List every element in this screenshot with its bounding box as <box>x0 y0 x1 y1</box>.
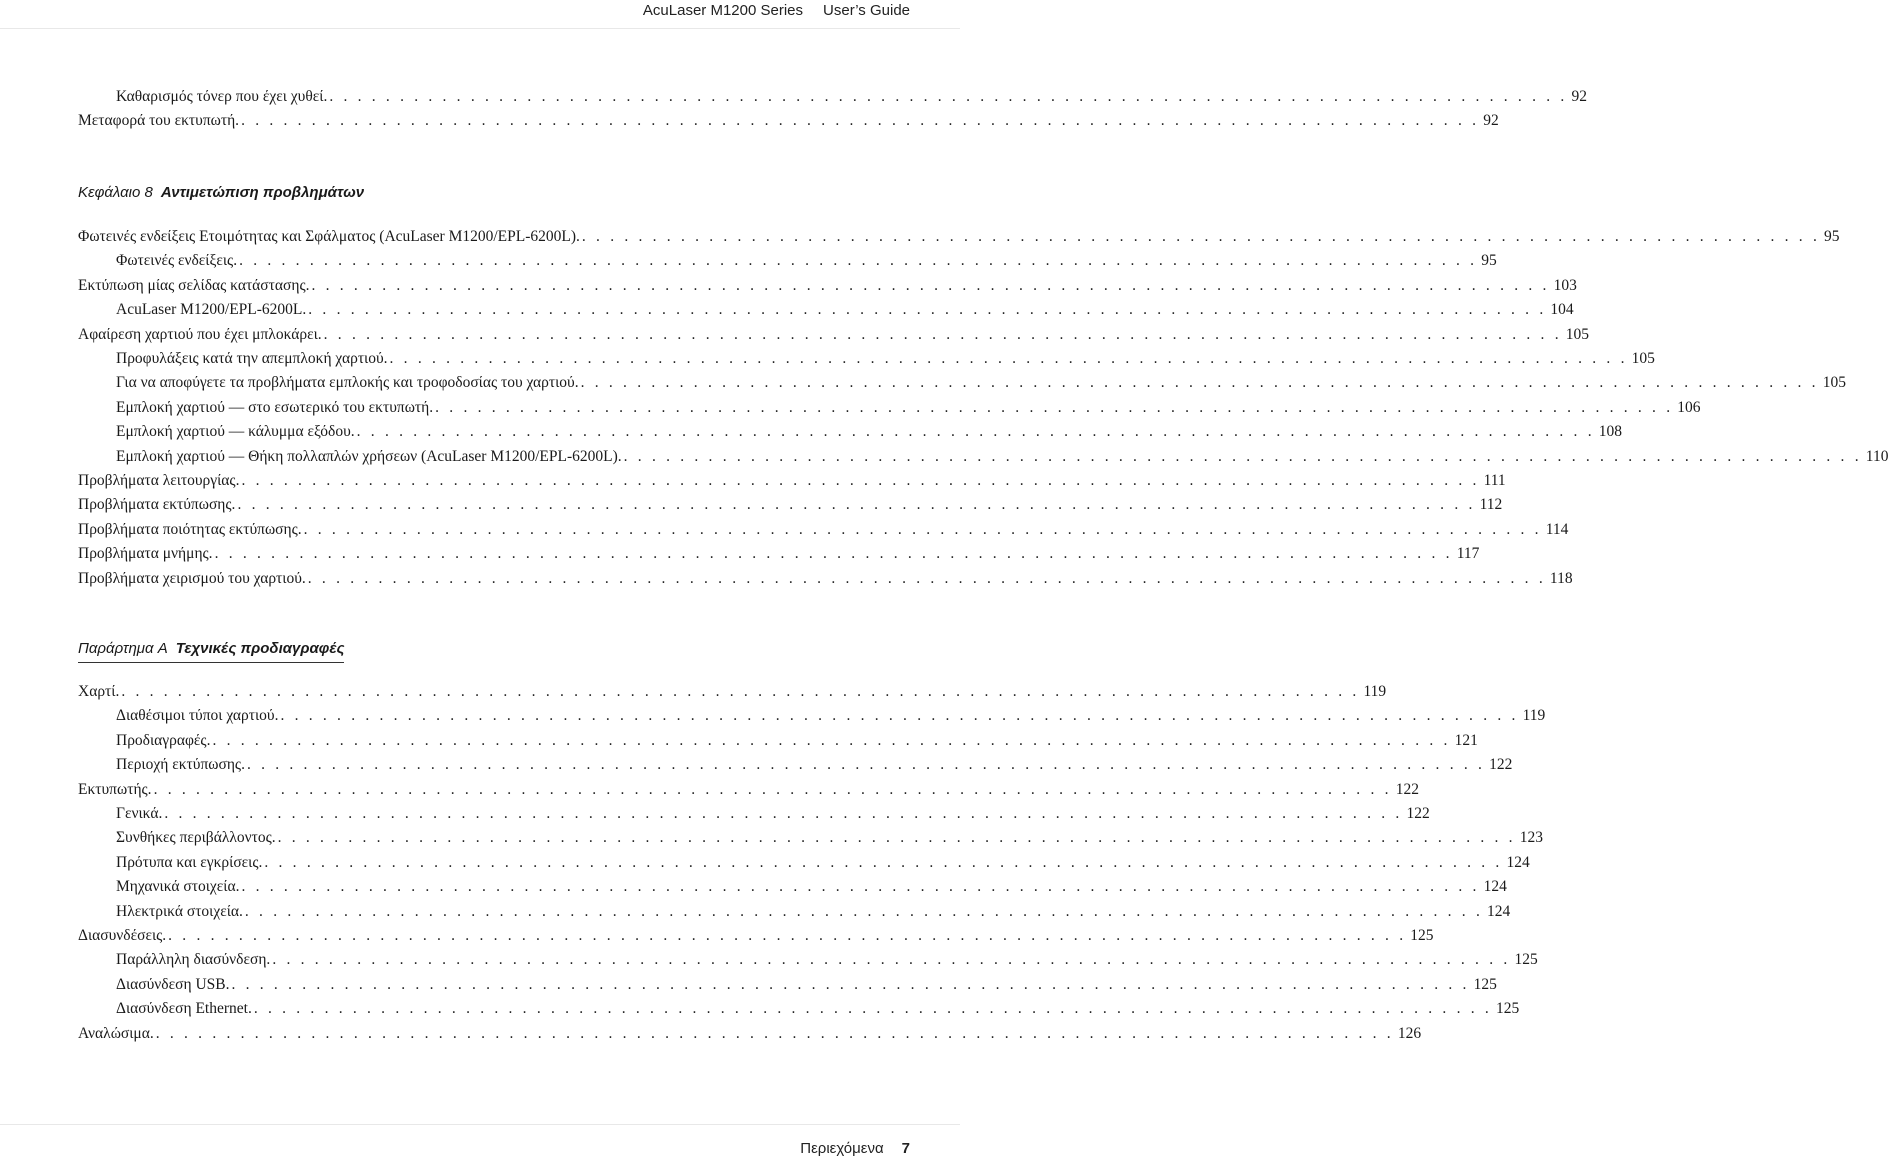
toc-entry-page: 124 <box>1483 878 1507 896</box>
toc-entry-page: 95 <box>1481 252 1497 270</box>
chapter-label: Κεφάλαιο 8 <box>78 184 153 201</box>
toc-entry[interactable] <box>0 469 1506 493</box>
toc-entry[interactable] <box>0 371 1846 395</box>
toc-entry-page: 104 <box>1550 301 1574 319</box>
toc-entry[interactable] <box>0 948 1538 972</box>
toc-entry-title: Συνθήκες περιβάλλοντος. <box>116 829 276 847</box>
toc-entry-row <box>116 900 1511 924</box>
dot-leader: . . . . . . . . . . . . . . . . . . . . . . . . . . . . . . . . . . . . . . . . . . . . . . . . . . . . . . . . . . . . . . . . . . . . . . . . . . . . . . . . . . . . . . . . <box>303 520 1542 538</box>
appendix-name: Τεχνικές προδιαγραφές <box>175 640 345 657</box>
dot-leader: . . . . . . . . . . . . . . . . . . . . . . . . . . . . . . . . . . . . . . . . . . . . . . . . . . . . . . . . . . . . . . . . . . . . . . . . . . . . . . . . . . . . . . . . <box>231 975 1470 993</box>
toc-entry-title: Διασύνδεση Ethernet. <box>116 1000 252 1018</box>
toc-entry-row <box>78 274 1577 298</box>
toc-entry-title: Προβλήματα λειτουργίας. <box>78 472 240 489</box>
toc-entry[interactable] <box>0 1022 1422 1046</box>
toc-entry-title: Αφαίρεση χαρτιού που έχει μπλοκάρει. <box>78 325 322 343</box>
toc-entry-title: Περιοχή εκτύπωσης. <box>116 756 245 774</box>
toc-entry[interactable] <box>0 826 1543 850</box>
toc-entry-title: AcuLaser M1200/EPL-6200L. <box>116 301 307 319</box>
toc-entry-title: Εμπλοκή χαρτιού — στο εσωτερικό του εκτυπωτή. <box>116 398 434 416</box>
toc-entry[interactable] <box>0 85 1587 109</box>
toc-entry-row <box>78 542 1480 566</box>
page-header <box>643 0 910 22</box>
dot-leader: . . . . . . . . . . . . . . . . . . . . . . . . . . . . . . . . . . . . . . . . . . . . . . . . . . . . . . . . . . . . . . . . . . . . . . . . . . . . . . . . . . . . . . . . <box>244 902 1484 920</box>
dot-leader: . . . . . . . . . . . . . . . . . . . . . . . . . . . . . . . . . . . . . . . . . . . . . . . . . . . . . . . . . . . . . . . . . . . . . . . . . . . . . . . . . . . . . . . . <box>212 731 1451 749</box>
document-title: User’s Guide <box>823 2 910 19</box>
toc-entry-title: Ηλεκτρικά στοιχεία. <box>116 902 243 920</box>
appendix-heading <box>78 638 344 663</box>
toc-entry-title: Διασυνδέσεις. <box>78 927 167 944</box>
toc-entry-row <box>116 249 1497 273</box>
dot-leader: . . . . . . . . . . . . . . . . . . . . . . . . . . . . . . . . . . . . . . . . . . . . . . . . . . . . . . . . . . . . . . . . . . . . . . . . . . . . . . . . . . . . . . . . <box>241 878 1480 896</box>
header-divider <box>0 28 960 29</box>
dot-leader: . . . . . . . . . . . . . . . . . . . . . . . . . . . . . . . . . . . . . . . . . . . . . . . . . . . . . . . . . . . . . . . . . . . . . . . . . . . . . . . . . . . . . . . . <box>623 447 1862 465</box>
toc-entry-row <box>116 445 1888 469</box>
toc-entry-row <box>116 85 1587 109</box>
toc-entry[interactable] <box>0 396 1701 420</box>
toc-entry[interactable] <box>0 493 1503 517</box>
toc-entry-page: 125 <box>1410 927 1434 944</box>
toc-entry[interactable] <box>0 997 1520 1021</box>
toc-entry-row <box>78 225 1840 249</box>
toc-entry-row <box>116 371 1846 395</box>
toc-entry-row <box>116 298 1574 322</box>
dot-leader: . . . . . . . . . . . . . . . . . . . . . . . . . . . . . . . . . . . . . . . . . . . . . . . . . . . . . . . . . . . . . . . . . . . . . . . . . . . . . . . . . . . . . . . . <box>311 276 1550 294</box>
toc-entry-page: 123 <box>1519 829 1543 847</box>
toc-entry-row <box>116 997 1520 1021</box>
toc-entry-title: Προβλήματα ποιότητας εκτύπωσης. <box>78 520 302 538</box>
toc-entry-row <box>78 778 1419 802</box>
toc-entry[interactable] <box>0 973 1497 997</box>
toc-entry[interactable] <box>0 851 1530 875</box>
toc-entry[interactable] <box>0 778 1419 802</box>
toc-entry-title: Εμπλοκή χαρτιού — κάλυμμα εξόδου. <box>116 423 355 441</box>
toc-entry-row <box>78 924 1434 948</box>
toc-entry[interactable] <box>0 729 1478 753</box>
toc-entry[interactable] <box>0 542 1480 566</box>
toc-entry-title: Μηχανικά στοιχεία. <box>116 878 240 896</box>
dot-leader: . . . . . . . . . . . . . . . . . . . . . . . . . . . . . . . . . . . . . . . . . . . . . . . . . . . . . . . . . . . . . . . . . . . . . . . . . . . . . . . . . . . . . . . . <box>580 374 1819 392</box>
toc-entry-page: 106 <box>1677 398 1701 416</box>
page-footer <box>800 1140 910 1157</box>
toc-entry-row <box>78 1022 1422 1046</box>
chapter-name: Αντιμετώπιση προβλημάτων <box>160 184 365 201</box>
dot-leader: . . . . . . . . . . . . . . . . . . . . . . . . . . . . . . . . . . . . . . . . . . . . . . . . . . . . . . . . . . . . . . . . . . . . . . . . . . . . . . . . . . . . . . . . <box>280 707 1519 725</box>
toc-entry[interactable] <box>0 875 1507 899</box>
toc-entry-row <box>116 826 1543 850</box>
toc-entry-title: Παράλληλη διασύνδεση. <box>116 951 271 969</box>
dot-leader: . . . . . . . . . . . . . . . . . . . . . . . . . . . . . . . . . . . . . . . . . . . . . . . . . . . . . . . . . . . . . . . . . . . . . . . . . . . . . . . . . . . . . . . . <box>168 927 1407 944</box>
dot-leader: . . . . . . . . . . . . . . . . . . . . . . . . . . . . . . . . . . . . . . . . . . . . . . . . . . . . . . . . . . . . . . . . . . . . . . . . . . . . . . . . . . . . . . . . <box>214 545 1453 563</box>
toc-entry-page: 95 <box>1824 228 1840 245</box>
toc-entry-title: Φωτεινές ενδείξεις. <box>116 252 238 270</box>
toc-entry-title: Για να αποφύγετε τα προβλήματα εμπλοκής και τροφοδοσίας του χαρτιού. <box>116 374 579 392</box>
toc-entry-row <box>78 518 1569 542</box>
toc-entry[interactable] <box>0 567 1573 591</box>
toc-entry-row <box>116 420 1623 444</box>
toc-entry[interactable] <box>0 298 1574 322</box>
toc-entry-row <box>78 109 1499 133</box>
toc-entry[interactable] <box>0 445 1888 469</box>
dot-leader: . . . . . . . . . . . . . . . . . . . . . . . . . . . . . . . . . . . . . . . . . . . . . . . . . . . . . . . . . . . . . . . . . . . . . . . . . . . . . . . . . . . . . . . . <box>237 496 1476 514</box>
toc-entry[interactable] <box>0 225 1840 249</box>
toc-entry-row <box>78 567 1573 591</box>
toc-entry-title: Προδιαγραφές. <box>116 731 211 749</box>
dot-leader: . . . . . . . . . . . . . . . . . . . . . . . . . . . . . . . . . . . . . . . . . . . . . . . . . . . . . . . . . . . . . . . . . . . . . . . . . . . . . . . . . . . . . . . . <box>241 472 1480 489</box>
toc-entry-page: 105 <box>1565 325 1590 343</box>
dot-leader: . . . . . . . . . . . . . . . . . . . . . . . . . . . . . . . . . . . . . . . . . . . . . . . . . . . . . . . . . . . . . . . . . . . . . . . . . . . . . . . . . . . . . . . . <box>246 756 1486 774</box>
toc-entry-title: Διασύνδεση USB. <box>116 975 230 993</box>
dot-leader: . . . . . . . . . . . . . . . . . . . . . . . . . . . . . . . . . . . . . . . . . . . . . . . . . . . . . . . . . . . . . . . . . . . . . . . . . . . . . . . . . . . . . . . . <box>264 853 1503 871</box>
dot-leader: . . . . . . . . . . . . . . . . . . . . . . . . . . . . . . . . . . . . . . . . . . . . . . . . . . . . . . . . . . . . . . . . . . . . . . . . . . . . . . . . . . . . . . . . <box>277 829 1516 847</box>
toc-entry-title: Μεταφορά του εκτυπωτή. <box>78 112 240 130</box>
toc-entry-page: 111 <box>1483 472 1506 489</box>
toc-entry-title: Διαθέσιμοι τύποι χαρτιού. <box>116 707 279 725</box>
dot-leader: . . . . . . . . . . . . . . . . . . . . . . . . . . . . . . . . . . . . . . . . . . . . . . . . . . . . . . . . . . . . . . . . . . . . . . . . . . . . . . . . . . . . . . . . <box>164 805 1403 822</box>
dot-leader: . . . . . . . . . . . . . . . . . . . . . . . . . . . . . . . . . . . . . . . . . . . . . . . . . . . . . . . . . . . . . . . . . . . . . . . . . . . . . . . . . . . . . . . . <box>241 112 1480 130</box>
toc-entry[interactable] <box>0 704 1546 728</box>
toc-entry-page: 114 <box>1545 520 1569 538</box>
toc-entry-page: 125 <box>1514 951 1538 969</box>
toc-entry-page: 110 <box>1865 447 1888 465</box>
chapter-heading <box>78 181 364 205</box>
toc-entry-title: Εμπλοκή χαρτιού — Θήκη πολλαπλών χρήσεων (AcuLaser M1200/EPL-6200L). <box>116 447 622 465</box>
toc-entry[interactable] <box>0 680 1387 704</box>
toc-entry-title: Αναλώσιμα. <box>78 1024 154 1042</box>
toc-entry-title: Προφυλάξεις κατά την απεμπλοκή χαρτιού. <box>116 350 388 367</box>
toc-entry-page: 121 <box>1454 731 1478 749</box>
dot-leader: . . . . . . . . . . . . . . . . . . . . . . . . . . . . . . . . . . . . . . . . . . . . . . . . . . . . . . . . . . . . . . . . . . . . . . . . . . . . . . . . . . . . . . . . <box>435 398 1674 416</box>
toc-entry-row <box>116 396 1701 420</box>
toc-entry-page: 105 <box>1822 374 1846 392</box>
toc-entry[interactable] <box>0 518 1569 542</box>
toc-entry-page: 118 <box>1549 569 1573 587</box>
toc-entry-title: Καθαρισμός τόνερ που έχει χυθεί. <box>116 88 328 105</box>
toc-entry-title: Προβλήματα χειρισμού του χαρτιού. <box>78 569 306 587</box>
toc-entry-title: Εκτυπωτής. <box>78 780 152 798</box>
toc-entry-row <box>78 493 1503 517</box>
dot-leader: . . . . . . . . . . . . . . . . . . . . . . . . . . . . . . . . . . . . . . . . . . . . . . . . . . . . . . . . . . . . . . . . . . . . . . . . . . . . . . . . . . . . . . . . <box>308 301 1547 319</box>
toc-entry-page: 108 <box>1598 423 1623 441</box>
toc-entry-page: 124 <box>1506 853 1530 871</box>
toc-entry-page: 119 <box>1522 707 1546 725</box>
toc-entry-page: 92 <box>1571 88 1587 105</box>
toc-entry[interactable] <box>0 109 1499 133</box>
toc-entry-page: 122 <box>1406 805 1430 822</box>
toc-entry-row <box>116 704 1546 728</box>
dot-leader: . . . . . . . . . . . . . . . . . . . . . . . . . . . . . . . . . . . . . . . . . . . . . . . . . . . . . . . . . . . . . . . . . . . . . . . . . . . . . . . . . . . . . . . . <box>121 683 1360 700</box>
dot-leader: . . . . . . . . . . . . . . . . . . . . . . . . . . . . . . . . . . . . . . . . . . . . . . . . . . . . . . . . . . . . . . . . . . . . . . . . . . . . . . . . . . . . . . . . <box>155 1024 1394 1042</box>
toc-entry[interactable] <box>0 249 1497 273</box>
toc-entry-row <box>78 469 1506 493</box>
toc-entry[interactable] <box>0 753 1513 777</box>
toc-entry-page: 112 <box>1479 496 1503 514</box>
toc-entry-row <box>116 802 1430 826</box>
toc-entry[interactable] <box>0 274 1577 298</box>
dot-leader: . . . . . . . . . . . . . . . . . . . . . . . . . . . . . . . . . . . . . . . . . . . . . . . . . . . . . . . . . . . . . . . . . . . . . . . . . . . . . . . . . . . . . . . . <box>239 252 1478 270</box>
toc-entry-page: 126 <box>1397 1024 1422 1042</box>
dot-leader: . . . . . . . . . . . . . . . . . . . . . . . . . . . . . . . . . . . . . . . . . . . . . . . . . . . . . . . . . . . . . . . . . . . . . . . . . . . . . . . . . . . . . . . . <box>389 350 1628 367</box>
toc-entry-title: Εκτύπωση μίας σελίδας κατάστασης. <box>78 276 310 294</box>
toc-entry-page: 125 <box>1473 975 1497 993</box>
toc-entry[interactable] <box>0 924 1434 948</box>
toc-entry-row <box>116 948 1538 972</box>
toc-entry[interactable] <box>0 420 1623 444</box>
toc-entry[interactable] <box>0 323 1590 347</box>
dot-leader: . . . . . . . . . . . . . . . . . . . . . . . . . . . . . . . . . . . . . . . . . . . . . . . . . . . . . . . . . . . . . . . . . . . . . . . . . . . . . . . . . . . . . . . . <box>356 423 1595 441</box>
dot-leader: . . . . . . . . . . . . . . . . . . . . . . . . . . . . . . . . . . . . . . . . . . . . . . . . . . . . . . . . . . . . . . . . . . . . . . . . . . . . . . . . . . . . . . . . <box>323 325 1562 343</box>
dot-leader: . . . . . . . . . . . . . . . . . . . . . . . . . . . . . . . . . . . . . . . . . . . . . . . . . . . . . . . . . . . . . . . . . . . . . . . . . . . . . . . . . . . . . . . . <box>253 1000 1492 1018</box>
dot-leader: . . . . . . . . . . . . . . . . . . . . . . . . . . . . . . . . . . . . . . . . . . . . . . . . . . . . . . . . . . . . . . . . . . . . . . . . . . . . . . . . . . . . . . . . <box>153 780 1392 798</box>
toc-entry-page: 124 <box>1487 902 1511 920</box>
toc-entry-row <box>116 973 1497 997</box>
dot-leader: . . . . . . . . . . . . . . . . . . . . . . . . . . . . . . . . . . . . . . . . . . . . . . . . . . . . . . . . . . . . . . . . . . . . . . . . . . . . . . . . . . . . . . . . <box>581 228 1821 245</box>
toc-entry-title: Προβλήματα μνήμης. <box>78 545 213 563</box>
toc-entry-row <box>116 729 1478 753</box>
toc-entry-row <box>116 753 1513 777</box>
toc-entry-row <box>116 851 1530 875</box>
toc-entry-title: Γενικά. <box>116 805 163 822</box>
toc-entry-page: 125 <box>1495 1000 1520 1018</box>
toc-entry-title: Προβλήματα εκτύπωσης. <box>78 496 236 514</box>
dot-leader: . . . . . . . . . . . . . . . . . . . . . . . . . . . . . . . . . . . . . . . . . . . . . . . . . . . . . . . . . . . . . . . . . . . . . . . . . . . . . . . . . . . . . . . . <box>329 88 1568 105</box>
toc-entry[interactable] <box>0 347 1655 371</box>
dot-leader: . . . . . . . . . . . . . . . . . . . . . . . . . . . . . . . . . . . . . . . . . . . . . . . . . . . . . . . . . . . . . . . . . . . . . . . . . . . . . . . . . . . . . . . . <box>307 569 1546 587</box>
toc-entry-page: 122 <box>1489 756 1513 774</box>
toc-entry-title: Φωτεινές ενδείξεις Ετοιμότητας και Σφάλματος (AcuLaser M1200/EPL-6200L). <box>78 228 580 245</box>
toc-entry-row <box>116 875 1507 899</box>
toc-entry[interactable] <box>0 802 1430 826</box>
toc-entry-title: Χαρτί. <box>78 683 120 700</box>
toc-entry-page: 103 <box>1553 276 1577 294</box>
toc-entry-page: 92 <box>1483 112 1499 130</box>
toc-entry-page: 105 <box>1631 350 1655 367</box>
product-name: AcuLaser M1200 Series <box>642 2 804 19</box>
toc-entry-page: 119 <box>1363 683 1387 700</box>
toc-entry-page: 117 <box>1456 545 1480 563</box>
toc-entry-row <box>78 323 1590 347</box>
toc-entry-title: Πρότυπα και εγκρίσεις. <box>116 853 263 871</box>
footer-divider <box>0 1124 960 1125</box>
footer-section: Περιεχόμενα <box>800 1140 884 1157</box>
page-number: 7 <box>901 1140 910 1157</box>
dot-leader: . . . . . . . . . . . . . . . . . . . . . . . . . . . . . . . . . . . . . . . . . . . . . . . . . . . . . . . . . . . . . . . . . . . . . . . . . . . . . . . . . . . . . . . . <box>272 951 1511 969</box>
toc-entry[interactable] <box>0 900 1511 924</box>
toc-entry-row <box>78 680 1387 704</box>
appendix-label: Παράρτημα A <box>78 640 168 657</box>
toc-entry-page: 122 <box>1395 780 1419 798</box>
toc-entry-row <box>116 347 1655 371</box>
